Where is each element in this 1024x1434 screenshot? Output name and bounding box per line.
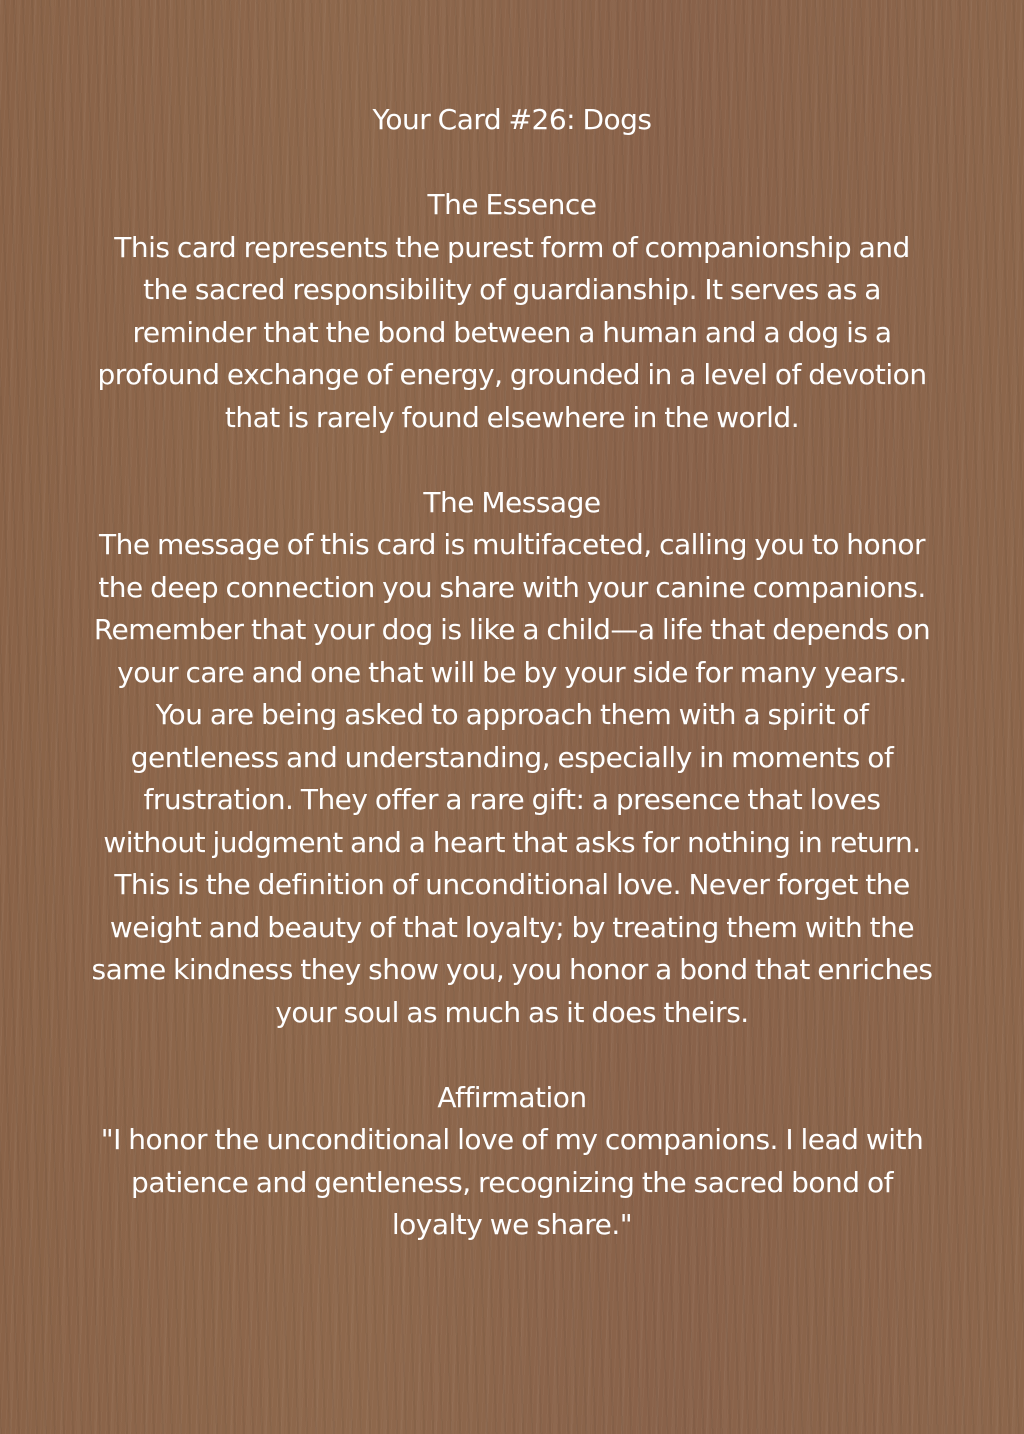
card-text [30,99,994,1247]
spacer [30,142,994,185]
affirmation-line: loyalty we share." [391,1208,633,1241]
affirmation-heading: Affirmation [437,1080,587,1114]
message-line: Remember that your dog is like a child—a life that depends on [93,613,931,646]
message-line: the deep connection you share with your canine companions. [98,570,926,604]
message-section [30,482,994,1035]
message-line: your soul as much as it does theirs. [275,995,749,1029]
message-line: same kindness they show you, you honor a bond that enriches [91,953,933,986]
message-line: The message of this card is multifaceted, calling you to honor [98,528,925,561]
message-heading: The Message [423,485,601,519]
essence-line: This card represents the purest form of companionship and [114,230,910,264]
affirmation-section [30,1077,994,1247]
essence-line: reminder that the bond between a human and a dog is a [132,315,892,349]
essence-section [30,184,994,439]
card-title: Your Card #26: Dogs [372,103,652,136]
message-line: your care and one that will be by your side for many years. [117,655,907,689]
message-line: This is the definition of unconditional love. Never forget the [114,868,910,901]
essence-heading: The Essence [427,188,597,221]
message-line: You are being asked to approach them with a spirit of [155,698,869,731]
message-line: frustration. They offer a rare gift: a presence that loves [143,783,881,816]
essence-line: the sacred responsibility of guardianship. It serves as a [143,273,881,306]
essence-line: that is rarely found elsewhere in the world. [224,400,800,434]
essence-line: profound exchange of energy, grounded in a level of devotion [97,358,927,391]
spacer [30,1034,994,1077]
message-line: without judgment and a heart that asks for nothing in return. [103,825,921,859]
affirmation-line: patience and gentleness, recognizing the sacred bond of [131,1165,893,1199]
message-line: weight and beauty of that loyalty; by treating them with the [109,910,915,944]
spacer [30,439,994,482]
message-line: gentleness and understanding, especially in moments of [130,740,894,774]
affirmation-line: "I honor the unconditional love of my companions. I lead with [100,1123,924,1156]
